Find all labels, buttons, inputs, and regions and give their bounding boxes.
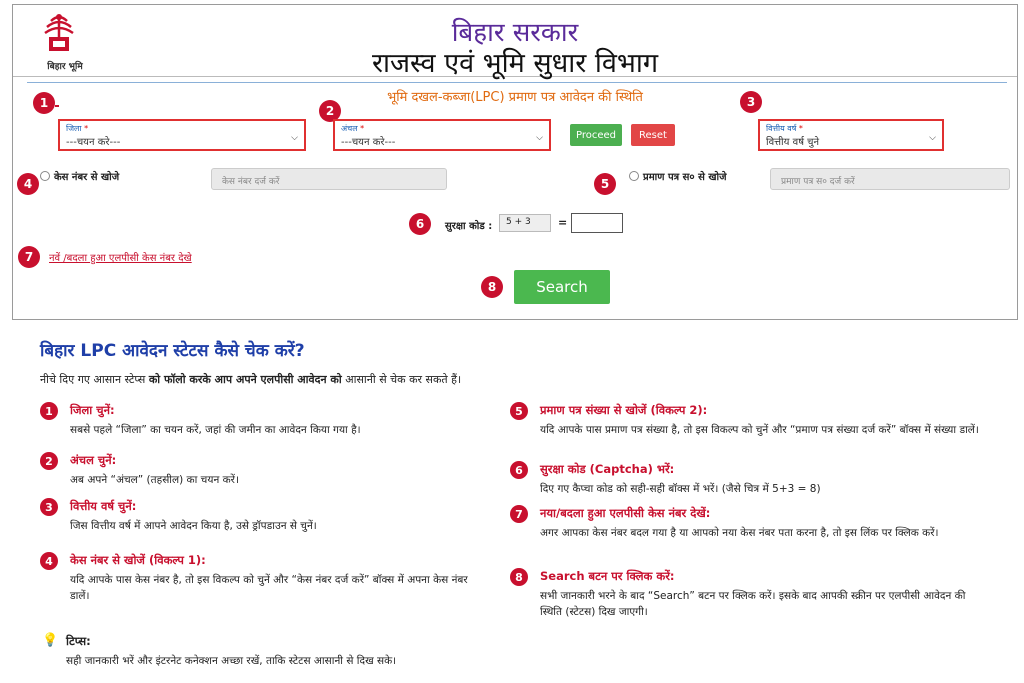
step-number: 5 bbox=[510, 402, 528, 420]
step-number: 1 bbox=[40, 402, 58, 420]
marker-2: 2 bbox=[319, 100, 341, 122]
article-intro: नीचे दिए गए आसान स्टेप्स को फॉलो करके आप अपने एलपीसी आवेदन को आसानी से चेक कर सकते हैं। bbox=[40, 373, 462, 386]
step-heading: Search बटन पर क्लिक करें: bbox=[540, 569, 675, 583]
step-6 bbox=[510, 461, 980, 501]
step-desc: यदि आपके पास केस नंबर है, तो इस विकल्प को चुनें और “केस नंबर दर्ज करें” बॉक्स में अपना केस नंबर डालें। bbox=[70, 574, 468, 602]
marker-6: 6 bbox=[409, 213, 431, 235]
reset-button[interactable]: Reset bbox=[631, 124, 675, 146]
step-desc: यदि आपके पास प्रमाण पत्र संख्या है, तो इस विकल्प को चुनें और “प्रमाण पत्र संख्या दर्ज करें” बॉक्स में संख्या डालें। bbox=[540, 424, 979, 436]
captcha-code: 5 + 3 bbox=[499, 214, 551, 232]
case-radio[interactable] bbox=[40, 171, 50, 181]
step-4 bbox=[40, 552, 480, 612]
step-desc: दिए गए कैप्चा कोड को सही-सही बॉक्स में भरें। (जैसे चित्र में 5+3 = 8) bbox=[540, 483, 821, 495]
step-heading: जिला चुनें: bbox=[70, 403, 115, 417]
article-title: बिहार LPC आवेदन स्टेटस कैसे चेक करें? bbox=[40, 341, 305, 361]
captcha-equals: = bbox=[558, 216, 568, 229]
district-select[interactable] bbox=[58, 119, 306, 151]
step-desc: सभी जानकारी भरने के बाद “Search” बटन पर क्लिक करें। इसके बाद आपकी स्क्रीन पर एलपीसी आवेदन की स्थिति (स्टेटस) दिख जाएगी। bbox=[540, 590, 966, 618]
step-number: 7 bbox=[510, 505, 528, 523]
portal-header bbox=[13, 5, 1017, 77]
marker-4: 4 bbox=[17, 173, 39, 195]
captcha-input[interactable] bbox=[571, 213, 623, 233]
case-search-option[interactable] bbox=[40, 169, 119, 183]
certificate-search-label: प्रमाण पत्र स० से खोजे bbox=[643, 172, 727, 183]
case-number-input[interactable]: केस नंबर दर्ज करें bbox=[211, 168, 447, 190]
chevron-down-icon: ⌵ bbox=[291, 133, 298, 143]
anchal-value: ---चयन करे--- bbox=[341, 137, 396, 148]
marker-8: 8 bbox=[481, 276, 503, 298]
anchal-select[interactable] bbox=[333, 119, 551, 151]
step-8 bbox=[510, 568, 980, 628]
lpc-portal-screenshot bbox=[12, 4, 1018, 320]
marker-5: 5 bbox=[594, 173, 616, 195]
step-number: 3 bbox=[40, 498, 58, 516]
district-label: जिला * bbox=[66, 124, 89, 133]
marker-3: 3 bbox=[740, 91, 762, 113]
step-heading: वित्तीय वर्ष चुनें: bbox=[70, 499, 137, 513]
chevron-down-icon: ⌵ bbox=[536, 133, 543, 143]
new-case-number-link[interactable]: नवें /बदला हुआ एलपीसी केस नंबर देखे bbox=[49, 253, 192, 264]
proceed-button[interactable]: Proceed bbox=[570, 124, 622, 146]
divider bbox=[27, 82, 1007, 83]
financial-year-value: वित्तीय वर्ष चुने bbox=[766, 137, 820, 148]
step-heading: सुरक्षा कोड (Captcha) भरें: bbox=[540, 462, 675, 476]
step-desc: सबसे पहले “जिला” का चयन करें, जहां की जमीन का आवेदन किया गया है। bbox=[70, 424, 361, 436]
marker-7: 7 bbox=[18, 246, 40, 268]
step-number: 4 bbox=[40, 552, 58, 570]
marker-arrow bbox=[55, 105, 59, 107]
marker-1: 1 bbox=[33, 92, 55, 114]
anchal-label: अंचल * bbox=[341, 124, 365, 133]
step-5 bbox=[510, 402, 980, 458]
step-number: 6 bbox=[510, 461, 528, 479]
certificate-number-input[interactable]: प्रमाण पत्र स० दर्ज करें bbox=[770, 168, 1010, 190]
step-desc: अगर आपका केस नंबर बदल गया है या आपको नया केस नंबर पता करना है, तो इस लिंक पर क्लिक करें। bbox=[540, 527, 939, 539]
tips-desc: सही जानकारी भरें और इंटरनेट कनेक्शन अच्छा रखें, ताकि स्टेटस आसानी से दिख सके। bbox=[66, 655, 397, 667]
step-number: 2 bbox=[40, 452, 58, 470]
lightbulb-icon: 💡 bbox=[42, 633, 59, 648]
step-desc: अब अपने “अंचल” (तहसील) का चयन करें। bbox=[70, 474, 239, 486]
step-3 bbox=[40, 498, 470, 542]
step-heading: केस नंबर से खोजें (विकल्प 1): bbox=[70, 553, 206, 567]
search-button[interactable]: Search bbox=[514, 270, 610, 304]
case-search-label: केस नंबर से खोजे bbox=[54, 172, 120, 183]
step-2 bbox=[40, 452, 470, 496]
district-value: ---चयन करे--- bbox=[66, 137, 121, 148]
step-heading: नया/बदला हुआ एलपीसी केस नंबर देखें: bbox=[540, 506, 711, 520]
step-1 bbox=[40, 402, 470, 446]
captcha-label: सुरक्षा कोड : bbox=[445, 221, 493, 232]
step-heading: अंचल चुनें: bbox=[70, 453, 117, 467]
step-number: 8 bbox=[510, 568, 528, 586]
financial-year-label: वित्तीय वर्ष * bbox=[766, 124, 803, 133]
financial-year-select[interactable] bbox=[758, 119, 944, 151]
certificate-search-option[interactable] bbox=[629, 169, 727, 183]
form-title: भूमि दखल-कब्जा(LPC) प्रमाण पत्र आवेदन की स्थिति bbox=[387, 90, 643, 105]
gov-title: बिहार सरकार bbox=[451, 18, 579, 48]
chevron-down-icon: ⌵ bbox=[929, 133, 936, 143]
step-7 bbox=[510, 505, 980, 561]
step-desc: जिस वित्तीय वर्ष में आपने आवेदन किया है, उसे ड्रॉपडाउन से चुनें। bbox=[70, 520, 317, 532]
dept-title: राजस्व एवं भूमि सुधार विभाग bbox=[371, 48, 659, 79]
logo-label: बिहार भूमि bbox=[47, 62, 83, 72]
tips-heading: टिप्स: bbox=[66, 634, 91, 648]
certificate-radio[interactable] bbox=[629, 171, 639, 181]
step-heading: प्रमाण पत्र संख्या से खोजें (विकल्प 2): bbox=[540, 403, 708, 417]
